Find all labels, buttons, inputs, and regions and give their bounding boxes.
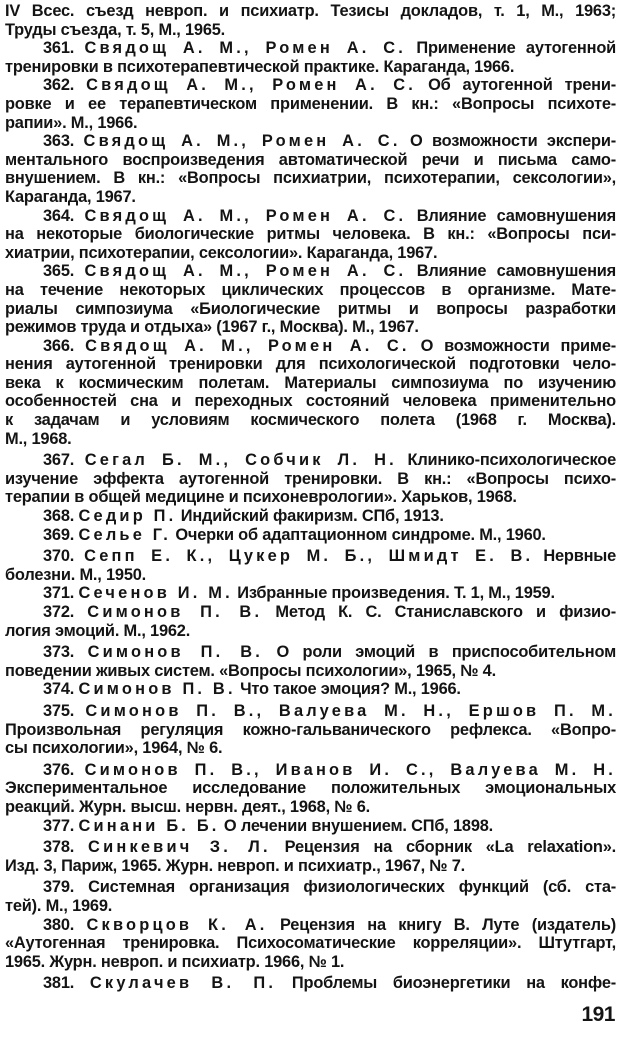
reference-entry-start (5, 603, 616, 622)
reference-entry-start (5, 878, 616, 897)
reference-authors: Свядощ А. М., Ромен А. С. (85, 336, 410, 355)
line-text: сы психологии», 1964, № 6. (5, 739, 223, 758)
reference-entry-start (5, 39, 616, 58)
text-line (5, 934, 616, 953)
text-line (5, 244, 616, 263)
line-text: Клинико-психологическое (407, 451, 617, 470)
line-text: терапии в общей медицине и психоневрологии». Харьков, 1968. (5, 488, 517, 507)
reference-entry-start (5, 974, 616, 993)
line-text: М., 1968. (5, 429, 72, 448)
line-text: риалы симпозиума «Биологические ритмы и вопросы разработки (5, 299, 616, 318)
line-text: ровке и ее терапевтическом применении. В кн.: «Вопросы психоте- (5, 94, 616, 113)
reference-entry-start (5, 507, 616, 526)
reference-authors: Симонов П. В., Иванов И. С., Валуева М. Н. (84, 760, 616, 779)
text-line (5, 470, 616, 489)
reference-authors: Селье Г. (78, 525, 171, 544)
line-text: О возможности приме- (420, 336, 616, 355)
reference-number: 367. (43, 451, 75, 470)
text-line (5, 300, 616, 319)
line-text: Избранные произведения. Т. 1, М., 1959. (237, 584, 555, 603)
line-text: логия эмоций. М., 1962. (5, 621, 191, 640)
reference-number: 370. (43, 547, 75, 566)
reference-number: 368. (43, 507, 75, 526)
line-text: болезни. М., 1950. (5, 565, 147, 584)
reference-authors: Скворцов К. А. (86, 915, 268, 934)
reference-authors: Сеченов И. М. (78, 584, 233, 603)
line-text: Влияние самовнушения (416, 262, 617, 281)
reference-authors: Свядощ А. М., Ромен А. С. (84, 262, 407, 281)
line-text: внушением. В кн.: «Вопросы психиатрии, психотерапии, сексологии», (5, 169, 616, 188)
reference-entry-start (5, 838, 616, 857)
text-line (5, 392, 616, 411)
reference-number: 378. (43, 838, 75, 857)
line-text: ментального воспроизведения автоматической речи и письма само- (5, 150, 616, 169)
reference-entry-start (5, 817, 616, 836)
reference-entry-start (5, 526, 616, 545)
line-text: Караганда, 1967. (5, 187, 136, 206)
reference-entry-start (5, 547, 616, 566)
text-line (5, 953, 616, 972)
line-text: реакций. Журн. высш. нервн. деят., 1968, № 6. (5, 797, 370, 816)
text-line (5, 411, 616, 430)
text-line (5, 355, 616, 374)
reference-entry-start (5, 262, 616, 281)
reference-authors: Свядощ А. М., Ромен А. С. (83, 132, 401, 151)
line-text: Об аутогенной трени- (428, 76, 617, 95)
line-text: особенностей сна и переходных состояний человека применительно (5, 392, 616, 411)
text-line (5, 58, 616, 77)
text-line (5, 21, 616, 40)
line-text: на некоторые биологические ритмы человека. В кн.: «Вопросы пси- (5, 225, 616, 244)
reference-authors: Сепп Е. К., Цукер М. Б., Шмидт Е. В. (84, 547, 534, 566)
line-text: на течение некоторых циклических процессов в организме. Мате- (5, 280, 616, 299)
line-text: 1965. Журн. невроп. и психиатр. 1966, № 1. (5, 952, 345, 971)
line-text: хиатрии, психотерапии, сексологии». Караганда, 1967. (5, 243, 438, 262)
reference-number: 381. (43, 974, 75, 993)
line-text: Применение аутогенной (416, 39, 617, 58)
reference-number: 380. (43, 915, 75, 934)
reference-number: 373. (43, 643, 75, 662)
reference-number: 374. (43, 680, 75, 699)
line-text: Экспериментальное исследование положительных эмоциональных (5, 779, 616, 798)
reference-entry-start (5, 643, 616, 662)
reference-number: 365. (43, 262, 75, 281)
reference-entry-start (5, 702, 616, 721)
reference-authors: Сегал Б. М., Собчик Л. Н. (84, 451, 397, 470)
reference-entry-start (5, 680, 616, 699)
line-text: О лечении внушением. СПб, 1898. (223, 816, 494, 835)
reference-entry-start (5, 76, 616, 95)
line-text: Рецензия на сборник «La relaxation». (284, 838, 617, 857)
reference-entry-start (5, 132, 616, 151)
text-line (5, 798, 616, 817)
line-text: Изд. 3, Париж, 1965. Журн. невроп. и психиатр., 1967, № 7. (5, 856, 465, 875)
reference-authors: Свядощ А. М., Ромен А. С. (84, 206, 407, 225)
reference-entry-start (5, 337, 616, 356)
line-text: Системная организация физиологических функций (сб. ста- (88, 878, 616, 897)
reference-number: 379. (43, 878, 75, 897)
reference-number: 363. (43, 132, 75, 151)
line-text: «Аутогенная тренировка. Психосоматические корреляции». Штутгарт, (5, 934, 616, 953)
text-line (5, 721, 616, 740)
line-text: Труды съезда, т. 5, М., 1965. (5, 20, 226, 39)
reference-number: 376. (43, 760, 75, 779)
reference-entry-start (5, 207, 616, 226)
reference-number: 369. (43, 525, 75, 544)
text-line (5, 566, 616, 585)
line-text: Нервные (543, 547, 616, 566)
text-line (5, 2, 616, 21)
reference-number: 377. (43, 816, 75, 835)
text-line (5, 151, 616, 170)
line-text: рапии». М., 1966. (5, 113, 138, 132)
line-text: Индийский факиризм. СПб, 1913. (180, 507, 444, 526)
text-line (5, 225, 616, 244)
reference-authors: Свядощ А. М., Ромен А. С. (86, 76, 417, 95)
text-line (5, 622, 616, 641)
reference-authors: Синани Б. Б. (78, 816, 220, 835)
reference-authors: Симонов П. В. (87, 643, 264, 662)
reference-number: 375. (43, 701, 75, 720)
text-line (5, 488, 616, 507)
reference-authors: Скулачев В. П. (89, 974, 277, 993)
text-line (5, 897, 616, 916)
text-line (5, 188, 616, 207)
line-text: режимов труда и отдыха» (1967 г., Москва). М., 1967. (5, 318, 419, 337)
text-line (5, 281, 616, 300)
reference-authors: Симонов П. В., Валуева М. Н., Ершов П. М. (85, 701, 616, 720)
text-line (5, 857, 616, 876)
line-text: Что такое эмоция? М., 1966. (240, 680, 461, 699)
line-text: Очерки об адаптационном синдроме. М., 1960. (175, 525, 546, 544)
reference-number: 362. (43, 76, 75, 95)
line-text: О возможности экспери- (410, 132, 617, 151)
reference-number: 366. (43, 336, 75, 355)
line-text: тей). М., 1969. (5, 896, 113, 915)
bibliography-page (5, 2, 616, 1027)
line-text: изучение эффекта аутогенной тренировки. В кн.: «Вопросы психо- (5, 469, 616, 488)
text-line (5, 95, 616, 114)
reference-entry-start (5, 451, 616, 470)
reference-authors: Свядощ А. М., Ромен А. С. (84, 39, 407, 58)
line-text: нения аутогенной тренировки для психологической подготовки чело- (5, 355, 616, 374)
reference-entry-start (5, 584, 616, 603)
text-line (5, 662, 616, 681)
text-line (5, 114, 616, 133)
line-text: поведении живых систем. «Вопросы психологии», 1965, № 4. (5, 661, 496, 680)
text-line (5, 374, 616, 393)
line-text: тренировки в психотерапевтической практике. Караганда, 1966. (5, 57, 515, 76)
line-text: к задачам и условиям космического полета (1968 г. Москва). (5, 411, 616, 430)
reference-number: 364. (43, 206, 75, 225)
line-text: Рецензия на книгу В. Луте (издатель) (279, 915, 617, 934)
reference-entry-start (5, 916, 616, 935)
reference-authors: Синкевич З. Л. (88, 838, 271, 857)
text-line (5, 739, 616, 758)
line-text: века к космическим полетам. Материалы симпозиума по изучению (5, 373, 616, 392)
reference-list (5, 2, 616, 993)
text-line (5, 169, 616, 188)
text-line (5, 318, 616, 337)
reference-authors: Седир П. (78, 507, 177, 526)
line-text: Метод К. С. Станиславского и физио- (275, 603, 616, 621)
reference-number: 372. (43, 603, 75, 621)
line-text: Проблемы биоэнергетики на конфе- (291, 974, 616, 993)
line-text: Произвольная регуляция кожно-гальванического рефлекса. «Вопро- (5, 720, 616, 739)
line-text: Влияние самовнушения (416, 206, 617, 225)
reference-entry-start (5, 761, 616, 780)
page-number: 191 (581, 1002, 615, 1026)
line-text: О роли эмоций в приспособительном (276, 643, 617, 662)
reference-number: 371. (43, 584, 75, 603)
reference-authors: Симонов П. В. (78, 680, 236, 699)
text-line (5, 430, 616, 449)
line-text: IV Всес. съезд невроп. и психиатр. Тезисы докладов, т. 1, М., 1963; (5, 2, 616, 20)
text-line (5, 779, 616, 798)
reference-number: 361. (43, 39, 75, 58)
reference-authors: Симонов П. В. (87, 603, 263, 621)
